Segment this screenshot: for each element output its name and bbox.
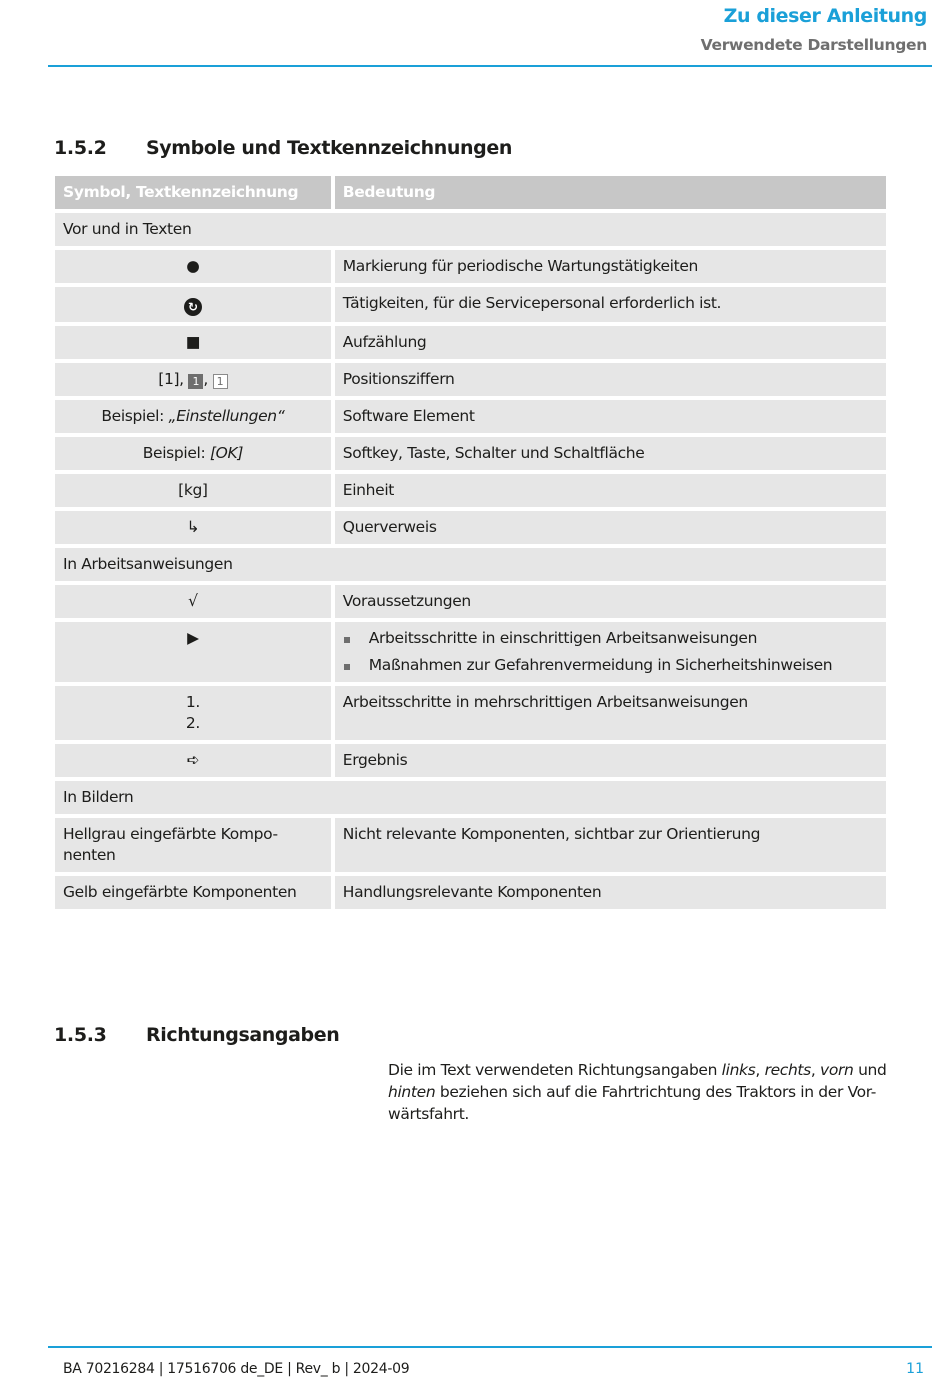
group-row xyxy=(55,213,886,246)
meaning-cell: Software Element xyxy=(335,400,886,433)
checkmark-icon: √ xyxy=(188,592,198,610)
square-bullet-icon: ■ xyxy=(185,333,201,351)
column-header-meaning: Bedeutung xyxy=(335,176,886,209)
meaning-cell: Softkey, Taste, Schalter und Schaltfläche xyxy=(335,437,886,470)
section-number: 1.5.3 xyxy=(54,1024,107,1046)
paragraph-emphasis: vorn xyxy=(820,1061,854,1079)
table-row xyxy=(55,474,886,507)
header-rule xyxy=(48,65,932,67)
paragraph-emphasis: links xyxy=(721,1061,756,1079)
table-row xyxy=(55,326,886,359)
paragraph-emphasis: rechts xyxy=(764,1061,811,1079)
play-triangle-icon: ▶ xyxy=(187,629,199,647)
meaning-cell: Einheit xyxy=(335,474,886,507)
example-label: Beispiel: xyxy=(101,407,164,425)
table-row xyxy=(55,622,886,682)
symbols-table xyxy=(51,172,890,913)
symbol-cell xyxy=(55,818,331,872)
symbol-cell xyxy=(55,622,331,682)
group-row xyxy=(55,548,886,581)
symbol-cell xyxy=(55,250,331,283)
paragraph-text: und xyxy=(853,1061,887,1079)
symbol-cell xyxy=(55,686,331,740)
table-row xyxy=(55,400,886,433)
list-item: Maßnahmen zur Gefahrenvermeidung in Sicherheitshinweisen xyxy=(343,655,878,676)
meaning-cell xyxy=(335,622,886,682)
page-number: 11 xyxy=(906,1361,924,1377)
table-row xyxy=(55,287,886,322)
bullet-dot-icon: ● xyxy=(186,257,200,275)
table-header-row xyxy=(55,176,886,209)
symbol-cell: [kg] xyxy=(55,474,331,507)
table-row xyxy=(55,744,886,777)
symbol-cell xyxy=(55,287,331,322)
service-personnel-icon: ↻ xyxy=(184,298,202,316)
meaning-cell: Tätigkeiten, für die Servicepersonal erforderlich ist. xyxy=(335,287,886,322)
header-title: Zu dieser Anleitung xyxy=(723,5,927,27)
footer-rule xyxy=(48,1346,932,1348)
example-value: [OK] xyxy=(209,444,244,462)
step-number: 2. xyxy=(185,714,200,732)
position-number-light-box: 1 xyxy=(213,374,228,389)
group-label: In Arbeitsanweisungen xyxy=(55,548,886,581)
symbol-cell xyxy=(55,400,331,433)
table-row xyxy=(55,511,886,544)
paragraph-text: , xyxy=(755,1061,765,1079)
example-label: Beispiel: xyxy=(142,444,206,462)
meaning-cell: Ergebnis xyxy=(335,744,886,777)
section-title: Richtungsangaben xyxy=(146,1024,340,1046)
column-header-symbol: Symbol, Textkennzeichnung xyxy=(55,176,331,209)
result-arrow-icon: ➪ xyxy=(186,751,200,769)
meaning-cell: Voraussetzungen xyxy=(335,585,886,618)
symbol-cell xyxy=(55,363,331,396)
symbol-text: Hellgrau eingefärbte Kompo-nenten xyxy=(63,825,278,864)
meaning-cell: Nicht relevante Komponenten, sichtbar zur Orientierung xyxy=(335,818,886,872)
symbol-cell xyxy=(55,585,331,618)
symbol-cell: Gelb eingefärbte Komponenten xyxy=(55,876,331,909)
position-number-bracket: [1], xyxy=(158,370,184,388)
paragraph-text: Die im Text verwendeten Richtungsangaben xyxy=(388,1061,722,1079)
table-row xyxy=(55,437,886,470)
table-row xyxy=(55,686,886,740)
symbol-cell xyxy=(55,744,331,777)
direction-paragraph xyxy=(388,1059,893,1125)
group-label: Vor und in Texten xyxy=(55,213,886,246)
meaning-cell: Markierung für periodische Wartungstätigkeiten xyxy=(335,250,886,283)
section-title: Symbole und Textkennzeichnungen xyxy=(146,137,512,159)
table-row xyxy=(55,818,886,872)
header-subtitle: Verwendete Darstellungen xyxy=(700,36,927,54)
example-value: „Einstellungen“ xyxy=(168,407,285,425)
table-row xyxy=(55,876,886,909)
section-number: 1.5.2 xyxy=(54,137,107,159)
table-row xyxy=(55,250,886,283)
step-number: 1. xyxy=(185,693,200,711)
paragraph-text: , xyxy=(810,1061,821,1079)
meaning-cell: Arbeitsschritte in mehrschrittigen Arbeitsanweisungen xyxy=(335,686,886,740)
position-number-dark-box: 1 xyxy=(188,374,203,389)
meaning-cell: Handlungsrelevante Komponenten xyxy=(335,876,886,909)
paragraph-emphasis: hinten xyxy=(388,1083,436,1101)
meaning-cell: Aufzählung xyxy=(335,326,886,359)
symbol-cell xyxy=(55,326,331,359)
footer-doc-info: BA 70216284 | 17516706 de_DE | Rev_ b | 2024-09 xyxy=(63,1361,410,1377)
meaning-cell: Positionsziffern xyxy=(335,363,886,396)
group-label: In Bildern xyxy=(55,781,886,814)
symbol-cell xyxy=(55,511,331,544)
cross-reference-icon: ↳ xyxy=(186,518,200,536)
table-row xyxy=(55,363,886,396)
table-row xyxy=(55,585,886,618)
paragraph-text: beziehen sich auf die Fahrtrichtung des Traktors in der Vor-wärtsfahrt. xyxy=(388,1083,877,1123)
symbol-cell xyxy=(55,437,331,470)
separator: , xyxy=(203,370,208,388)
meaning-cell: Querverweis xyxy=(335,511,886,544)
list-item: Arbeitsschritte in einschrittigen Arbeitsanweisungen xyxy=(343,628,878,649)
group-row xyxy=(55,781,886,814)
